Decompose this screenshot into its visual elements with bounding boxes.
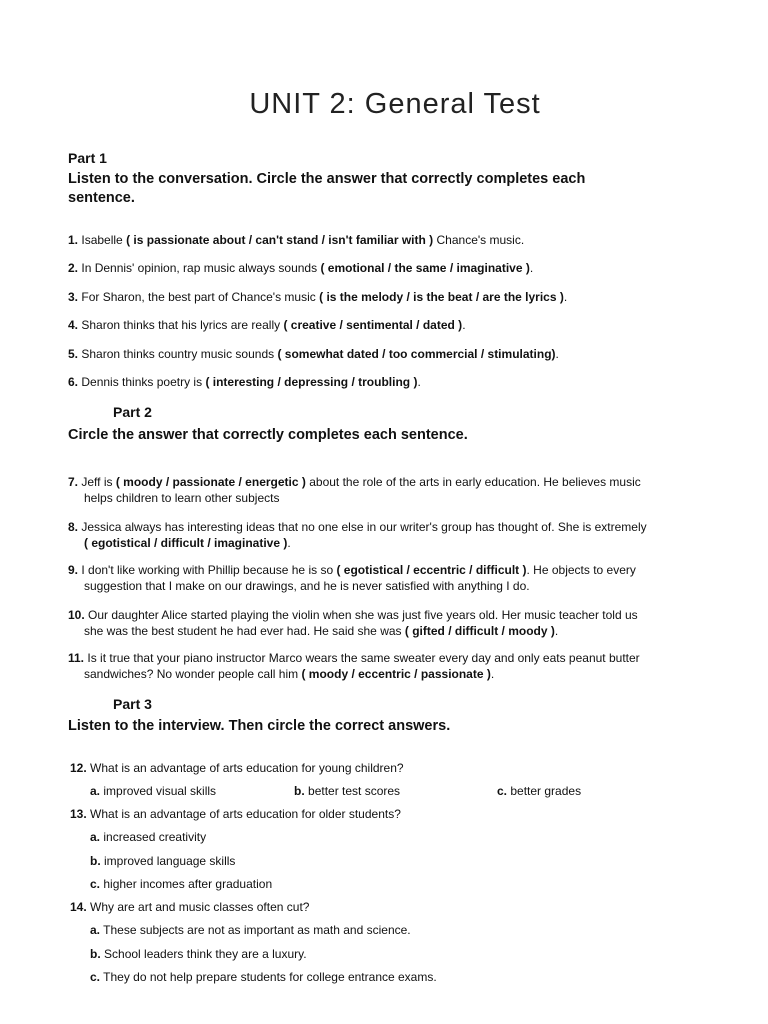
- question-text: .: [490, 667, 495, 681]
- part2-label: Part 2: [113, 404, 152, 420]
- part1-label: Part 1: [68, 150, 107, 166]
- answer-choices: ( interesting / depressing / troubling ): [205, 375, 418, 389]
- option-text: better grades: [510, 784, 582, 798]
- option-letter: b.: [90, 947, 101, 961]
- question-number: 3.: [68, 290, 79, 304]
- question-text: Why are art and music classes often cut?: [90, 900, 310, 914]
- question-1: [68, 232, 688, 248]
- answer-choices: ( creative / sentimental / dated ): [283, 318, 463, 332]
- option-text: higher incomes after graduation: [103, 877, 273, 891]
- question-text-continued: helps children to learn other subjects: [84, 491, 280, 505]
- question-number: 2.: [68, 261, 79, 275]
- answer-choices: ( is the melody / is the beat / are the lyrics ): [319, 290, 564, 304]
- question-number: 5.: [68, 347, 79, 361]
- option-14b: [90, 946, 307, 962]
- question-text: .: [555, 347, 559, 361]
- option-letter: c.: [90, 877, 101, 891]
- option-text: increased creativity: [103, 830, 207, 844]
- question-number: 9.: [68, 563, 79, 577]
- part2-instruction: Circle the answer that correctly completes each sentence.: [68, 427, 468, 443]
- question-2: [68, 260, 688, 276]
- question-text: Chance's music.: [436, 233, 525, 247]
- question-9: [68, 562, 688, 594]
- question-7: [68, 474, 688, 506]
- question-text: What is an advantage of arts education for young children?: [90, 761, 404, 775]
- option-letter: b.: [90, 854, 101, 868]
- option-letter: a.: [90, 784, 101, 798]
- question-text: .: [462, 318, 466, 332]
- option-text: These subjects are not as important as math and science.: [103, 923, 411, 937]
- question-number: 11.: [68, 651, 85, 665]
- question-text: In Dennis' opinion, rap music always sounds: [81, 261, 318, 275]
- question-13: [70, 806, 690, 822]
- question-number: 7.: [68, 475, 79, 489]
- option-text: improved visual skills: [103, 784, 217, 798]
- question-text: . He objects to every: [526, 563, 636, 577]
- question-14: [70, 899, 690, 915]
- question-text-continued: suggestion that I make on our drawings, and he is never satisfied with anything I do.: [84, 579, 530, 593]
- question-text-continued: she was the best student he had ever had. He said she was: [84, 624, 402, 638]
- option-letter: c.: [90, 970, 101, 984]
- page-title: UNIT 2: General Test: [249, 88, 541, 120]
- question-text: .: [417, 375, 421, 389]
- option-12b: [294, 783, 400, 799]
- answer-choices: ( somewhat dated / too commercial / stimulating): [277, 347, 556, 361]
- question-number: 4.: [68, 318, 79, 332]
- option-14a: [90, 922, 411, 938]
- question-number: 12.: [70, 761, 87, 775]
- question-3: [68, 289, 688, 305]
- option-letter: a.: [90, 830, 101, 844]
- question-number: 1.: [68, 233, 79, 247]
- option-12c: [497, 783, 581, 799]
- question-8: [68, 519, 688, 551]
- option-14c: [90, 969, 437, 985]
- answer-choices: ( moody / eccentric / passionate ): [301, 667, 491, 681]
- question-text: .: [529, 261, 534, 275]
- question-text: about the role of the arts in early education. He believes music: [309, 475, 641, 489]
- answer-choices: ( egotistical / difficult / imaginative ): [84, 536, 288, 550]
- question-text: I don't like working with Phillip because he is so: [81, 563, 334, 577]
- question-text: Is it true that your piano instructor Marco wears the same sweater every day and only eats peanut butter: [87, 651, 640, 665]
- question-4: [68, 317, 688, 333]
- question-text: .: [563, 290, 568, 304]
- option-13a: [90, 829, 206, 845]
- option-letter: c.: [497, 784, 508, 798]
- question-number: 6.: [68, 375, 79, 389]
- option-text: better test scores: [308, 784, 401, 798]
- answer-choices: ( egotistical / eccentric / difficult ): [336, 563, 527, 577]
- option-13c: [90, 876, 272, 892]
- answer-choices: ( emotional / the same / imaginative ): [320, 261, 530, 275]
- question-6: [68, 374, 688, 390]
- question-text: For Sharon, the best part of Chance's music: [81, 290, 316, 304]
- question-text: Dennis thinks poetry is: [81, 375, 203, 389]
- question-text: .: [287, 536, 291, 550]
- option-13b: [90, 853, 235, 869]
- option-text: improved language skills: [104, 854, 236, 868]
- question-text: Jessica always has interesting ideas that no one else in our writer's group has thought of. She is extremely: [81, 520, 647, 534]
- question-text: .: [554, 624, 559, 638]
- answer-choices: ( gifted / difficult / moody ): [404, 624, 555, 638]
- question-text: Our daughter Alice started playing the violin when she was just five years old. Her music teacher told us: [88, 608, 638, 622]
- question-number: 14.: [70, 900, 87, 914]
- option-letter: a.: [90, 923, 101, 937]
- question-text: Sharon thinks country music sounds: [81, 347, 275, 361]
- question-text: Sharon thinks that his lyrics are really: [81, 318, 281, 332]
- question-text: What is an advantage of arts education for older students?: [90, 807, 401, 821]
- question-5: [68, 346, 688, 362]
- answer-choices: ( is passionate about / can't stand / isn't familiar with ): [126, 233, 434, 247]
- answer-choices: ( moody / passionate / energetic ): [115, 475, 306, 489]
- question-number: 10.: [68, 608, 85, 622]
- option-text: School leaders think they are a luxury.: [104, 947, 307, 961]
- option-text: They do not help prepare students for college entrance exams.: [103, 970, 437, 984]
- question-11: [68, 650, 688, 682]
- question-number: 8.: [68, 520, 79, 534]
- option-letter: b.: [294, 784, 305, 798]
- question-text: Jeff is: [81, 475, 113, 489]
- question-text: Isabelle: [81, 233, 123, 247]
- option-12a: [90, 783, 216, 799]
- question-10: [68, 607, 688, 639]
- question-text-continued: sandwiches? No wonder people call him: [84, 667, 299, 681]
- part3-label: Part 3: [113, 696, 152, 712]
- question-number: 13.: [70, 807, 87, 821]
- part1-instruction: Listen to the conversation. Circle the answer that correctly completes each sentence.: [68, 171, 586, 206]
- question-12: [70, 760, 690, 776]
- part3-instruction: Listen to the interview. Then circle the correct answers.: [68, 718, 451, 734]
